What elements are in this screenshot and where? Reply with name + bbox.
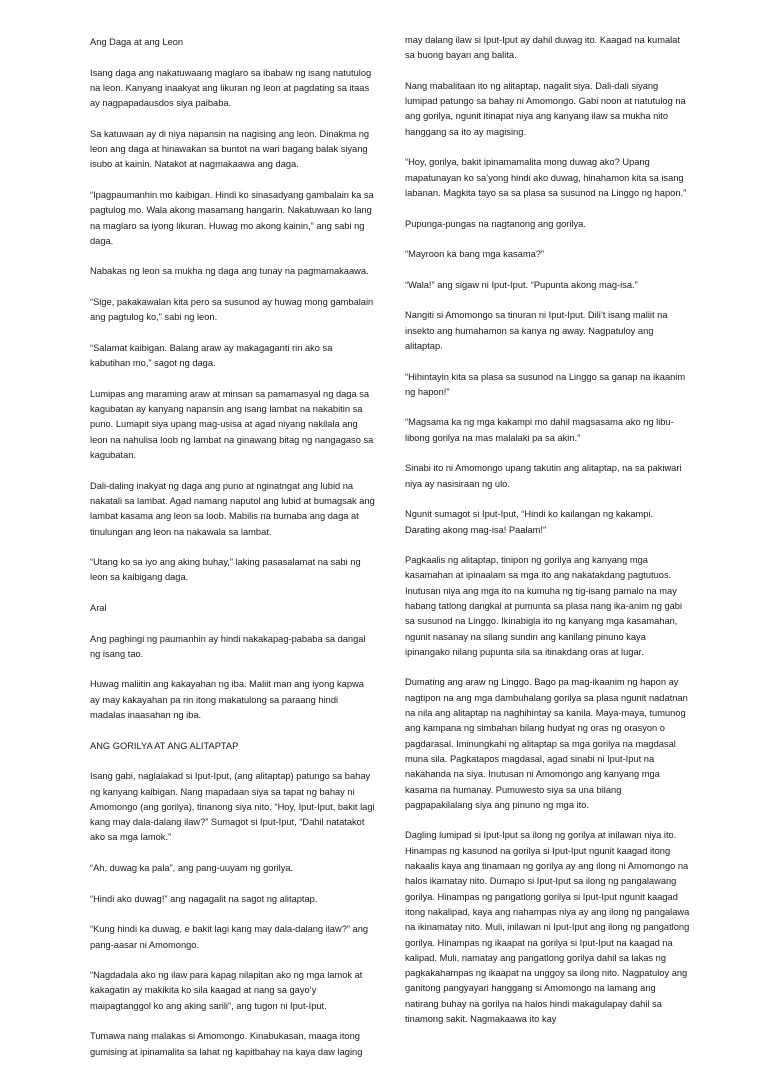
paragraph: Nabakas ng leon sa mukha ng daga ang tunay na pagmamakaawa.: [90, 266, 369, 277]
paragraph: Huwag maliitin ang kakayahan ng iba. Maliit man ang iyong kapwa ay may kakayahan pa rin itong makatulong sa paraang hindi madalas inaasahan ng iba.: [90, 679, 364, 721]
paragraph: Pagkaalis ng alitaptap, tinipon ng gorilya ang kanyang mga kasamahan at ipinaalam sa mga ito ang nakatakdang pagtutuos. Inutusan niya ang mga ito na kumuha ng tig-isang pamalo na may habang tatlong dangkal at pumunta sa plasa nang ika-anim ng gabi sa susunod na Linggo. Ikinabigla ito ng kanyang mga kasamahan, ngunit nasanay na silang sundin ang kanilang pinuno kaya ipinangako nilang pupunta sila sa itinakdang oras at lugar.: [405, 555, 683, 657]
paragraph: “Magsama ka ng mga kakampi mo dahil magsasama ako ng libu-libong gorilya na mas malalaki pa sa akin.”: [405, 417, 674, 443]
paragraph: Dumating ang araw ng Linggo. Bago pa mag-ikaanim ng hapon ay nagtipon na ang mga dambuhalang gorilya sa plasa ngunit nadatnan na nila ang alitaptap na naghihintay sa kanila. Maya-maya, tumunog ang kampana ng simbahan bilang hudyat ng oras ng orasyon o pagdarasal. Iminungkahi ng alitaptap sa mga gorilya na magdasal muna sila. Pagkatapos magdasal, agad sinabi ni Iput-Iput na nakahanda na siya. Inutusan ni Amomongo ang kanyang mga kasama na humanay. Pumuwesto siya sa una bilang pagpapakilalang siya ang pinuno ng mga ito.: [405, 677, 688, 810]
paragraph: Dali-daling inakyat ng daga ang puno at nginatngat ang lubid na nakatali sa lambat. Agad namang naputol ang lubid at bumagsak ang lambat kasama ang leon sa loob. Mabilis na bumaba ang daga at tinulungan ang leon na nakawala sa lambat.: [90, 480, 375, 537]
paragraph: Sinabi ito ni Amomongo upang takutin ang alitaptap, na sa pakiwari niya ay nasisiraan ng ulo.: [405, 463, 682, 489]
paragraph: Pupunga-pungas na nagtanong ang gorilya.: [405, 218, 586, 229]
left-column: [90, 35, 375, 1075]
paragraph: “Hihintayin kita sa plasa sa susunod na Linggo sa ganap na ikaanim ng hapon!”: [405, 371, 686, 397]
paragraph: Isang daga ang nakatuwaang maglaro sa ibabaw ng isang natutulog na leon. Kanyang inaakyat ang likuran ng leon at pagdating sa itaas ay nagpapadausdos siya paibaba.: [90, 67, 372, 109]
paragraph: Ang paghingi ng paumanhin ay hindi nakakapag-pababa sa dangal ng isang tao.: [90, 633, 366, 659]
paragraph: may dalang ilaw si Iput-Iput ay dahil duwag ito. Kaagad na kumalat sa buong bayan ang balita.: [405, 35, 680, 61]
paragraph: Tumawa nang malakas si Amomongo. Kinabukasan, maaga itong gumising at ipinamalita sa lahat ng kapitbahay na kaya daw laging: [90, 1031, 363, 1057]
paragraph: Isang gabi, naglalakad si Iput-Iput, (ang alitaptap) patungo sa bahay ng kanyang kaibigan. Nang mapadaan siya sa tapat ng bahay ni Amomongo (ang gorilya), tinanong siya nito. “Hoy, Iput-Iput, bakit lagi kang may dala-dalang ilaw?” Sumagot si Iput-Iput, “Dahil natatakot ako sa mga lamok.”: [90, 771, 375, 843]
paragraph: “Mayroon ka bang mga kasama?”: [405, 249, 545, 260]
paragraph: “Ah, duwag ka pala”, ang pang-uuyam ng gorilya.: [90, 863, 294, 874]
paragraph: “Salamat kaibigan. Balang araw ay makagaganti rin ako sa kabutihan mo,” sagot ng daga.: [90, 342, 333, 369]
paragraph: “Nagdadala ako ng ilaw para kapag nilapitan ako ng mga lamok at kakagatin ay makikita ko sila kaagad at nang sa gayo’y maipagtanggol ko ang aking sarili”, ang tugon ni Iput-Iput.: [90, 970, 363, 1011]
paragraph: “Wala!” ang sigaw ni Iput-Iput. “Pupunta akong mag-isa.”: [405, 279, 638, 290]
paragraph: “Kung hindi ka duwag, e bakit lagi kang may dala-dalang ilaw?” ang pang-aasar ni Amomongo.: [90, 924, 369, 950]
paragraph: “Utang ko sa iyo ang aking buhay,” laking pasasalamat na sabi ng leon sa kaibigang daga.: [90, 557, 361, 583]
story-title: ANG GORILYA AT ANG ALITAPTAP: [90, 740, 239, 751]
paragraph: “Hindi ako duwag!” ang nagagalit na sagot ng alitaptap.: [90, 893, 318, 904]
paragraph: “Hoy, gorilya, bakit ipinamamalita mong duwag ako? Upang mapatunayan ko sa’yong hindi ako duwag, hinahamon kita sa isang labanan. Magkita tayo sa sa plasa sa susunod na Linggo ng hapon.”: [405, 157, 687, 198]
paragraph: “Ipagpaumanhin mo kaibigan. Hindi ko sinasadyang gambalain ka sa pagtulog mo. Wala akong masamang hangarin. Nakatuwaan ko lang na maglaro sa iyong likuran. Huwag mo akong kainin,” ang sabi ng daga.: [90, 189, 374, 246]
paragraph: Lumipas ang maraming araw at minsan sa pamamasyal ng daga sa kagubatan ay kanyang napansin ang isang lambat na nakabitin sa puno. Lumapit siya upang mag-usisa at agad niyang nakilala ang leon na nahulisa loob ng lambat na ginawang bitag ng nangagaso sa kagubatan.: [90, 388, 374, 461]
paragraph: Sa katuwaan ay di niya napansin na nagising ang leon. Dinakma ng leon ang daga at hinawakan sa buntot na wari bagang balak siyang isubo at kainin. Natakot at nagmakaawa ang daga.: [90, 128, 370, 170]
paragraph: Nangiti si Amomongo sa tinuran ni Iput-Iput. Dili’t isang maliit na insekto ang humahamon sa kanya ng away. Nagpatuloy ang alitaptap.: [405, 310, 668, 351]
paragraph: “Sige, pakakawalan kita pero sa susunod ay huwag mong gambalain ang pagtulog ko,” sabi ng leon.: [90, 297, 374, 323]
paragraph: Nang mabalitaan ito ng alitaptap, nagalit siya. Dali-dali siyang lumipad patungo sa bahay ni Amomongo. Gabi noon at natutulog na ang gorilya, ngunit itinapat niya ang kanyang ilaw sa mukha nito hanggang sa ito ay magising.: [405, 80, 686, 137]
paragraph: Dagling lumipad si Iput-Iput sa ilong ng gorilya at inilawan niya ito. Hinampas ng kasunod na gorilya si Iput-Iput ngunit kaagad itong nakaalis kaya ang tinamaan ng gorilya ay ang ilong ni Amomongo na halos ikamatay nito. Dumapo si Iput-Iput sa ilong ng pangalawang gorilya. Hinampas ng pangatlong gorilya si Iput-Iput ngunit kaagad itong nakalipad, kaya ang nahampas niya ay ang ilong ng pangalawa na ikinamatay nito. Muli, inilawan ni Iput-Iput ang ilong ng pangatlong gorilya. Hinampas ng ikaapat na gorilya si Iput-Iput na kaagad na kalipad. Muli, namatay ang pangatlong gorilya dahil sa lakas ng pagkakahampas ng ikaapat na unggoy sa ilong nito. Nagpatuloy ang ganitong pangyayari hanggang si Amomongo na lamang ang natirang buhay na gorilya na halos hindi makagulapay dahil sa tinamong sakit. Nagmakaawa ito kay: [405, 830, 690, 1024]
right-column: [405, 33, 690, 1043]
story-title: Ang Daga at ang Leon: [90, 37, 184, 47]
section-heading-aral: Aral: [90, 602, 107, 613]
paragraph: Ngunit sumagot si Iput-Iput, “Hindi ko kailangan ng kakampi. Darating akong mag-isa! Paalam!”: [405, 509, 654, 535]
